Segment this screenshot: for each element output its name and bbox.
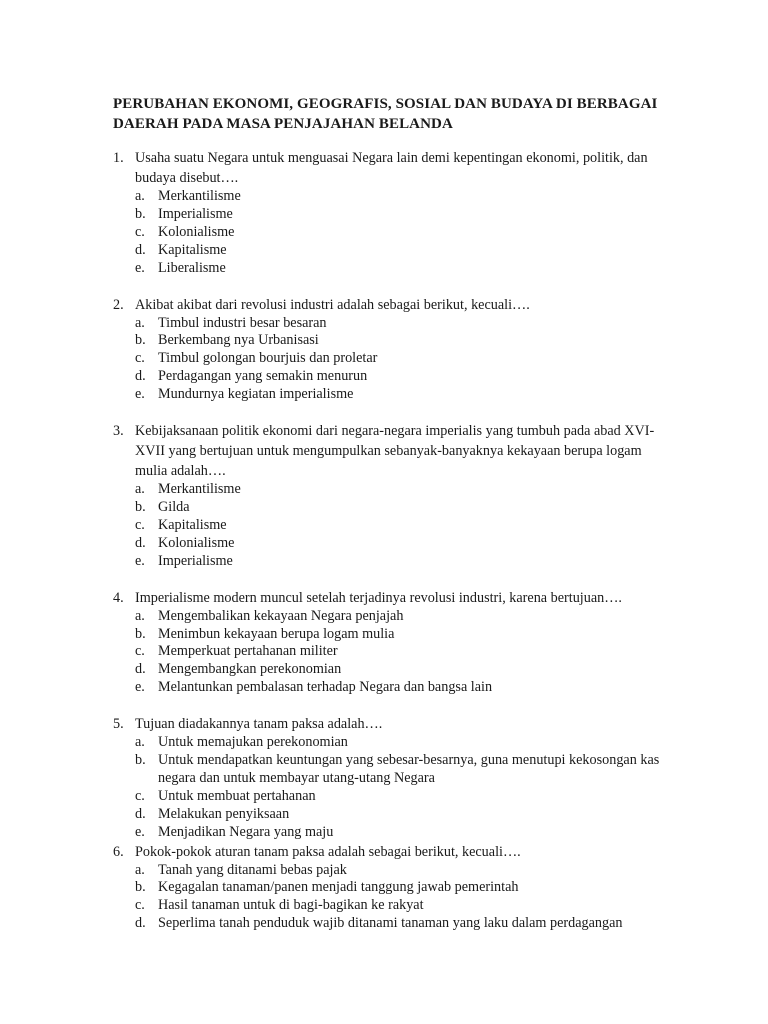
question-spacer: [113, 571, 668, 588]
answer-option: [135, 242, 668, 260]
option-text: Kapitalisme: [158, 241, 227, 258]
option-text: Berkembang nya Urbanisasi: [158, 332, 319, 349]
option-letter: b.: [135, 498, 146, 515]
question-number: 4.: [113, 589, 124, 606]
question-text: Akibat akibat dari revolusi industri adalah sebagai berikut, kecuali….: [135, 296, 530, 313]
question-number: 1.: [113, 150, 124, 166]
option-text: Timbul golongan bourjuis dan proletar: [158, 350, 378, 367]
answer-option: [135, 553, 668, 571]
question-text: Pokok-pokok aturan tanam paksa adalah sebagai berikut, kecuali….: [135, 843, 521, 860]
question-spacer: [113, 404, 668, 421]
question-text: Tujuan diadakannya tanam paksa adalah….: [135, 716, 383, 733]
option-letter: c.: [135, 787, 145, 804]
option-text: Kolonialisme: [158, 534, 235, 551]
option-text: Untuk mendapatkan keuntungan yang sebesar-besarnya, guna menutupi kekosongan kas negara dan untuk membayar utang-utang Negara: [158, 752, 660, 786]
answer-option: [135, 661, 668, 679]
question-text: Kebijaksanaan politik ekonomi dari negara-negara imperialis yang tumbuh pada abad XVI-XVII yang bertujuan untuk mengumpulkan sebanyak-banyaknya kekayaan berupa logam mulia adalah….: [135, 423, 655, 480]
answer-option: [135, 824, 668, 842]
option-letter: b.: [135, 879, 146, 896]
answer-option: [135, 368, 668, 386]
answer-option: [135, 679, 668, 697]
option-letter: d.: [135, 661, 146, 678]
option-letter: e.: [135, 552, 145, 569]
question-item: [113, 714, 668, 841]
option-text: Perdagangan yang semakin menurun: [158, 368, 368, 385]
question-item: [113, 588, 668, 698]
option-text: Mengembalikan kekayaan Negara penjajah: [158, 607, 404, 624]
option-list: [135, 188, 668, 278]
question-stem: [113, 295, 668, 315]
question-list: [113, 148, 668, 933]
option-letter: c.: [135, 643, 145, 660]
answer-option: [135, 224, 668, 242]
option-letter: a.: [135, 734, 145, 751]
answer-option: [135, 752, 668, 788]
option-letter: c.: [135, 897, 145, 914]
answer-option: [135, 206, 668, 224]
option-text: Kegagalan tanaman/panen menjadi tanggung jawab pemerintah: [158, 879, 519, 896]
document-title: [113, 94, 668, 134]
option-text: Timbul industri besar besaran: [158, 314, 327, 331]
question-number: 2.: [113, 296, 124, 313]
answer-option: [135, 608, 668, 626]
answer-option: [135, 315, 668, 333]
answer-option: [135, 734, 668, 752]
option-text: Liberalisme: [158, 259, 226, 276]
option-list: [135, 481, 668, 571]
question-stem: [113, 842, 668, 862]
option-letter: c.: [135, 223, 145, 240]
option-letter: d.: [135, 805, 146, 822]
option-text: Menjadikan Negara yang maju: [158, 823, 334, 840]
option-text: Mundurnya kegiatan imperialisme: [158, 386, 354, 403]
question-text: Imperialisme modern muncul setelah terjadinya revolusi industri, karena bertujuan….: [135, 589, 622, 606]
answer-option: [135, 499, 668, 517]
question-number: 3.: [113, 423, 124, 440]
option-letter: a.: [135, 481, 145, 498]
title-line-1: PERUBAHAN EKONOMI, GEOGRAFIS, SOSIAL DAN BUDAYA DI BERBAGAI: [113, 96, 658, 112]
option-letter: c.: [135, 516, 145, 533]
option-letter: e.: [135, 386, 145, 403]
question-item: [113, 842, 668, 934]
option-list: [135, 734, 668, 841]
question-text: Usaha suatu Negara untuk menguasai Negara lain demi kepentingan ekonomi, politik, dan budaya disebut….: [135, 150, 648, 186]
option-letter: e.: [135, 823, 145, 840]
option-text: Memperkuat pertahanan militer: [158, 643, 338, 660]
option-text: Untuk memajukan perekonomian: [158, 734, 348, 751]
answer-option: [135, 535, 668, 553]
answer-option: [135, 643, 668, 661]
question-stem: [113, 421, 668, 481]
option-letter: a.: [135, 314, 145, 331]
option-letter: b.: [135, 625, 146, 642]
option-letter: d.: [135, 368, 146, 385]
answer-option: [135, 481, 668, 499]
title-line-2: DAERAH PADA MASA PENJAJAHAN BELANDA: [113, 116, 453, 132]
option-text: Seperlima tanah penduduk wajib ditanami tanaman yang laku dalam perdagangan: [158, 915, 623, 932]
option-text: Imperialisme: [158, 205, 233, 222]
question-item: [113, 295, 668, 405]
option-text: Merkantilisme: [158, 481, 241, 498]
option-text: Kolonialisme: [158, 223, 235, 240]
option-letter: a.: [135, 188, 145, 204]
answer-option: [135, 386, 668, 404]
answer-option: [135, 626, 668, 644]
answer-option: [135, 788, 668, 806]
option-text: Gilda: [158, 498, 190, 515]
option-text: Imperialisme: [158, 552, 233, 569]
question-item: [113, 148, 668, 278]
option-letter: c.: [135, 350, 145, 367]
option-text: Hasil tanaman untuk di bagi-bagikan ke rakyat: [158, 897, 424, 914]
question-spacer: [113, 697, 668, 714]
answer-option: [135, 897, 668, 915]
option-letter: b.: [135, 205, 146, 222]
answer-option: [135, 862, 668, 880]
option-letter: a.: [135, 861, 145, 878]
option-text: Melakukan penyiksaan: [158, 805, 290, 822]
option-text: Merkantilisme: [158, 188, 241, 204]
option-letter: d.: [135, 534, 146, 551]
answer-option: [135, 915, 668, 933]
option-list: [135, 315, 668, 405]
option-letter: b.: [135, 752, 146, 769]
option-letter: d.: [135, 241, 146, 258]
answer-option: [135, 332, 668, 350]
option-text: Kapitalisme: [158, 516, 227, 533]
answer-option: [135, 806, 668, 824]
option-letter: b.: [135, 332, 146, 349]
option-text: Tanah yang ditanami bebas pajak: [158, 861, 347, 878]
option-text: Melantunkan pembalasan terhadap Negara dan bangsa lain: [158, 679, 493, 696]
question-stem: [113, 588, 668, 608]
question-number: 5.: [113, 716, 124, 733]
question-stem: [113, 148, 668, 188]
option-letter: e.: [135, 259, 145, 276]
question-number: 6.: [113, 843, 124, 860]
option-list: [135, 862, 668, 934]
option-text: Mengembangkan perekonomian: [158, 661, 342, 678]
answer-option: [135, 350, 668, 368]
answer-option: [135, 879, 668, 897]
option-list: [135, 608, 668, 698]
option-letter: e.: [135, 679, 145, 696]
option-letter: a.: [135, 607, 145, 624]
option-letter: d.: [135, 915, 146, 932]
question-stem: [113, 714, 668, 734]
answer-option: [135, 260, 668, 278]
option-text: Untuk membuat pertahanan: [158, 787, 316, 804]
answer-option: [135, 517, 668, 535]
option-text: Menimbun kekayaan berupa logam mulia: [158, 625, 395, 642]
question-item: [113, 421, 668, 571]
answer-option: [135, 188, 668, 206]
question-spacer: [113, 278, 668, 295]
